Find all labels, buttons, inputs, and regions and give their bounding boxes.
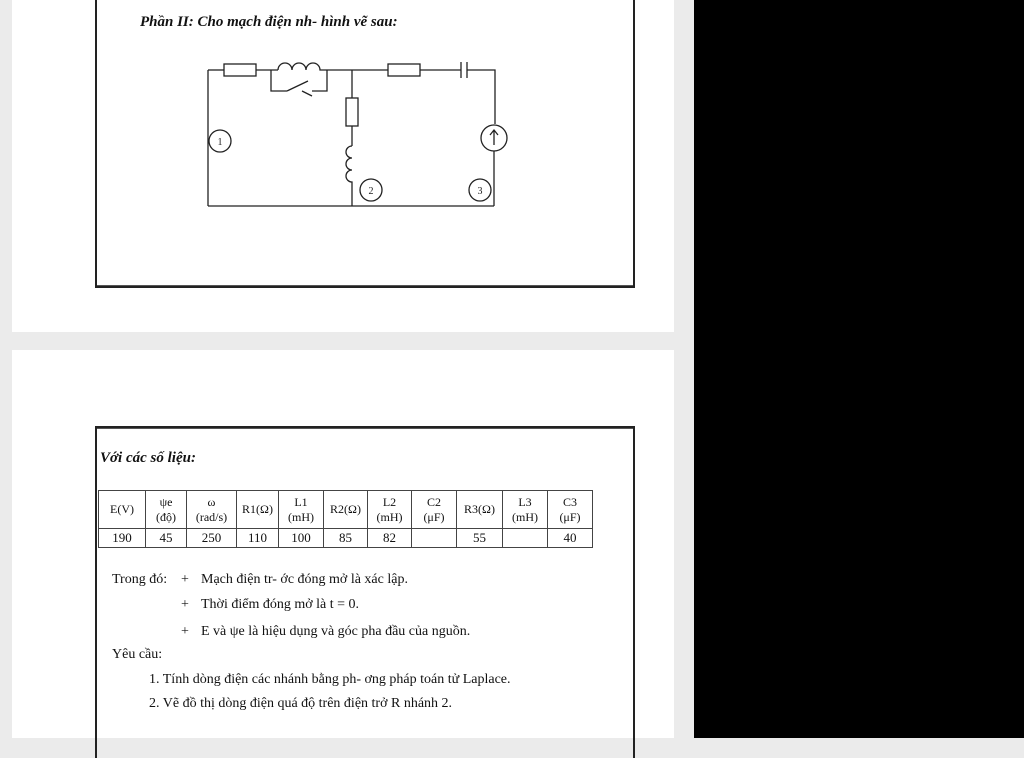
node-label-1: 1	[217, 137, 223, 148]
resistor-r3	[388, 64, 420, 76]
header-c2: C2 (μF)	[412, 491, 457, 529]
value-c3: 40	[548, 529, 593, 548]
value-r3: 55	[457, 529, 503, 548]
dark-side-panel	[694, 0, 1024, 738]
note-item-3: E và ψe là hiệu dụng và góc pha đầu của nguồn.	[201, 624, 471, 639]
requirements-label: Yêu cầu:	[112, 647, 163, 662]
header-c3: C3 (μF)	[548, 491, 593, 529]
note-item-2: Thời điểm đóng mở là t = 0.	[201, 597, 360, 612]
header-omega: ω (rad/s)	[187, 491, 237, 529]
value-omega: 250	[187, 529, 237, 548]
table-header-row	[99, 491, 593, 529]
resistor-r2	[346, 98, 358, 126]
document-page-1	[12, 0, 674, 332]
plus-marker-2: +	[181, 597, 189, 612]
node-label-3: 3	[477, 186, 483, 197]
inductor-l2	[346, 146, 352, 206]
header-r3: R3(Ω)	[457, 491, 503, 529]
requirement-item-2: 2. Vẽ đồ thị dòng điện quá độ trên điện trở R nhánh 2.	[149, 696, 453, 711]
circuit-diagram	[12, 0, 674, 332]
data-title: Với các số liệu:	[100, 450, 196, 466]
header-l2: L2 (mH)	[368, 491, 412, 529]
header-psi: ψe (độ)	[146, 491, 187, 529]
table-row	[99, 529, 593, 548]
switch-bypass	[271, 70, 327, 96]
capacitor-c3	[461, 62, 467, 78]
plus-marker-3: +	[181, 624, 189, 639]
wire-c3-to-right	[467, 70, 495, 124]
parameter-table	[98, 490, 593, 548]
section-title: Phần II: Cho mạch điện nh- hình vẽ sau:	[140, 14, 398, 30]
value-l3	[503, 529, 548, 548]
node-label-2: 2	[368, 186, 374, 197]
value-l2: 82	[368, 529, 412, 548]
value-c2	[412, 529, 457, 548]
header-r1: R1(Ω)	[237, 491, 279, 529]
header-e: E(V)	[99, 491, 146, 529]
inductor-l1	[278, 63, 352, 70]
document-page-2	[12, 350, 674, 738]
value-r2: 85	[324, 529, 368, 548]
notes-lead: Trong đó:	[112, 572, 168, 587]
header-r2: R2(Ω)	[324, 491, 368, 529]
current-source-arrow	[490, 130, 498, 145]
header-l1: L1 (mH)	[279, 491, 324, 529]
resistor-r1	[224, 64, 256, 76]
value-psi: 45	[146, 529, 187, 548]
requirement-item-1: 1. Tính dòng điện các nhánh bằng ph- ơng pháp toán tử Laplace.	[149, 672, 511, 687]
header-l3: L3 (mH)	[503, 491, 548, 529]
value-r1: 110	[237, 529, 279, 548]
plus-marker-1: +	[181, 572, 189, 587]
note-item-1: Mạch điện tr- ớc đóng mở là xác lập.	[201, 572, 408, 587]
value-l1: 100	[279, 529, 324, 548]
value-e: 190	[99, 529, 146, 548]
